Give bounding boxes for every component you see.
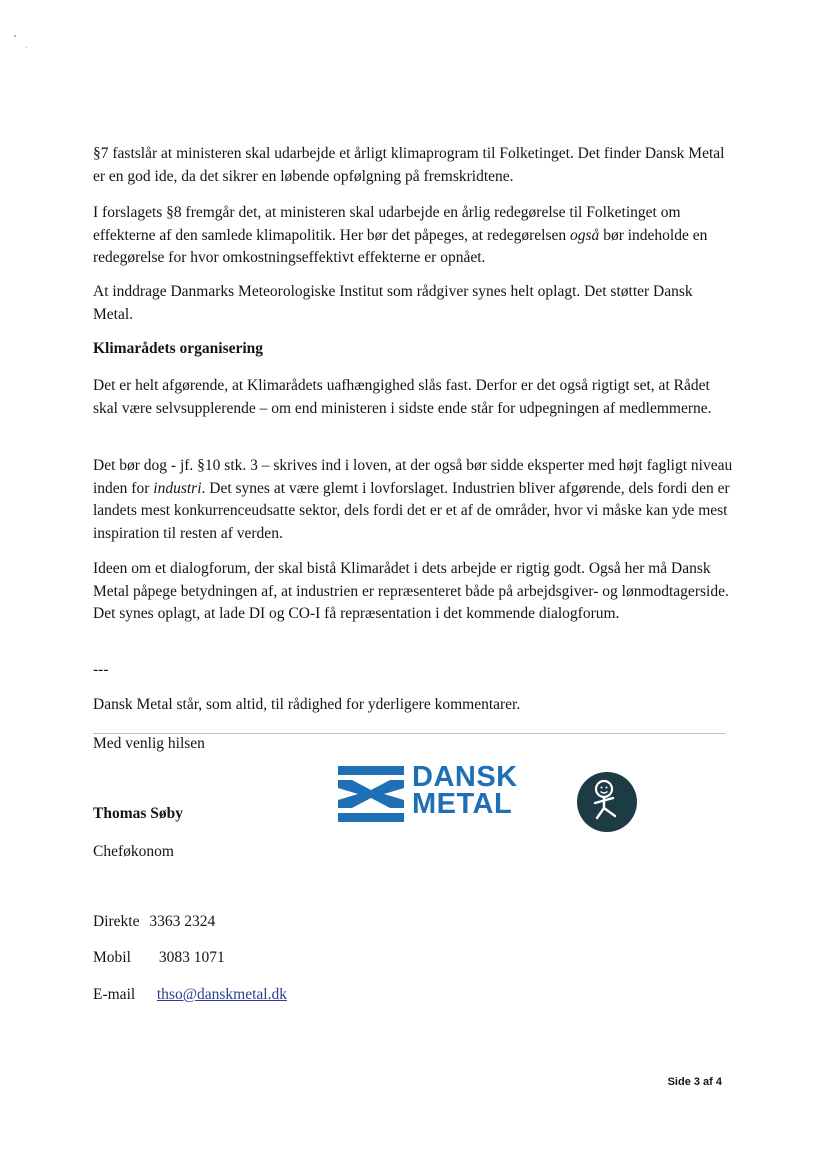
email-link[interactable]: thso@danskmetal.dk xyxy=(156,986,287,1003)
scan-speck xyxy=(14,35,16,37)
contact-direct-value: 3363 2324 xyxy=(149,913,216,930)
logo-wordmark-line1: DANSK xyxy=(412,761,518,793)
emphasis-industri: industri xyxy=(153,479,202,497)
dansk-metal-logo xyxy=(338,761,518,824)
scan-speck xyxy=(26,47,27,48)
signatory-title: Cheføkonom xyxy=(93,843,174,860)
separator-dashes: --- xyxy=(93,661,109,678)
contact-mobile-value: 3083 1071 xyxy=(158,949,225,966)
contact-mobile-label: Mobil xyxy=(93,949,131,966)
paragraph-dmi-advisor: At inddrage Danmarks Meteorologiske Institut som rådgiver synes helt oplagt. Det støtter Dansk Metal. xyxy=(93,283,693,323)
contact-mobile xyxy=(93,948,225,968)
signatory-name: Thomas Søby xyxy=(93,805,184,822)
paragraph-industry-text-a: Det bør dog - jf. §10 stk. 3 – skrives ind i loven, at der også bør sidde eksperter med højt fagligt niveau inden for xyxy=(93,457,733,497)
logo-wordmark xyxy=(412,761,518,820)
logo-wordmark-line2: METAL xyxy=(412,788,513,820)
contact-email-label: E-mail xyxy=(93,986,136,1003)
figure-badge-icon xyxy=(577,772,637,832)
paragraph-annual-report-text-a: I forslagets §8 fremgår det, at ministeren skal udarbejde en årlig redegørelse til Folketinget om effekterne af den samlede klimapolitik. Her bør det påpeges, at redegørelsen xyxy=(93,204,681,244)
paragraph-annual-report-text-b: bør indeholde en redegørelse for hvor omkostningseffektivt effekterne er opnået. xyxy=(93,226,708,266)
paragraph-independence: Det er helt afgørende, at Klimarådets uafhængighed slås fast. Derfor er det også rigtigt set, at Rådet skal være selvsupplerende – om end ministeren i sidste ende står for udpegningen af medlemmerne. xyxy=(93,377,712,417)
paragraph-dialog-forum: Ideen om et dialogforum, der skal bistå Klimarådet i dets arbejde er rigtig godt. Også her må Dansk Metal påpege betydningen af, at industrien er repræsenteret både på arbejdsgiver- og lønmodtagerside. Det synes oplagt, at lade DI og CO-I få repræsentation i det kommende dialogforum. xyxy=(93,560,729,622)
greeting: Med venlig hilsen xyxy=(93,735,205,752)
page-number: Side 3 af 4 xyxy=(667,1076,722,1088)
paragraph-industry-experts xyxy=(93,455,733,545)
contact-direct-label: Direkte xyxy=(93,913,140,930)
paragraph-annual-report xyxy=(93,202,733,270)
contact-direct xyxy=(93,912,215,932)
contact-email xyxy=(93,985,287,1005)
emphasis-ogsaa: også xyxy=(570,226,600,244)
section-heading-organisation: Klimarådets organisering xyxy=(93,340,264,357)
paragraph-climate-program: §7 fastslår at ministeren skal udarbejde et årligt klimaprogram til Folketinget. Det finder Dansk Metal er en god ide, da det sikrer en løbende opfølgning på fremskridtene. xyxy=(93,145,725,185)
paragraph-industry-text-b: . Det synes at være glemt i lovforslaget. Industrien bliver afgørende, dels fordi den er landets mest konkurrenceudsatte sektor, dels fordi det er et af de områder, hvor vi måske kan yde mest inspiration til resten af verden. xyxy=(93,479,730,542)
dansk-metal-emblem-icon xyxy=(338,766,404,822)
closing-remark: Dansk Metal står, som altid, til rådighed for yderligere kommentarer. xyxy=(93,696,521,713)
